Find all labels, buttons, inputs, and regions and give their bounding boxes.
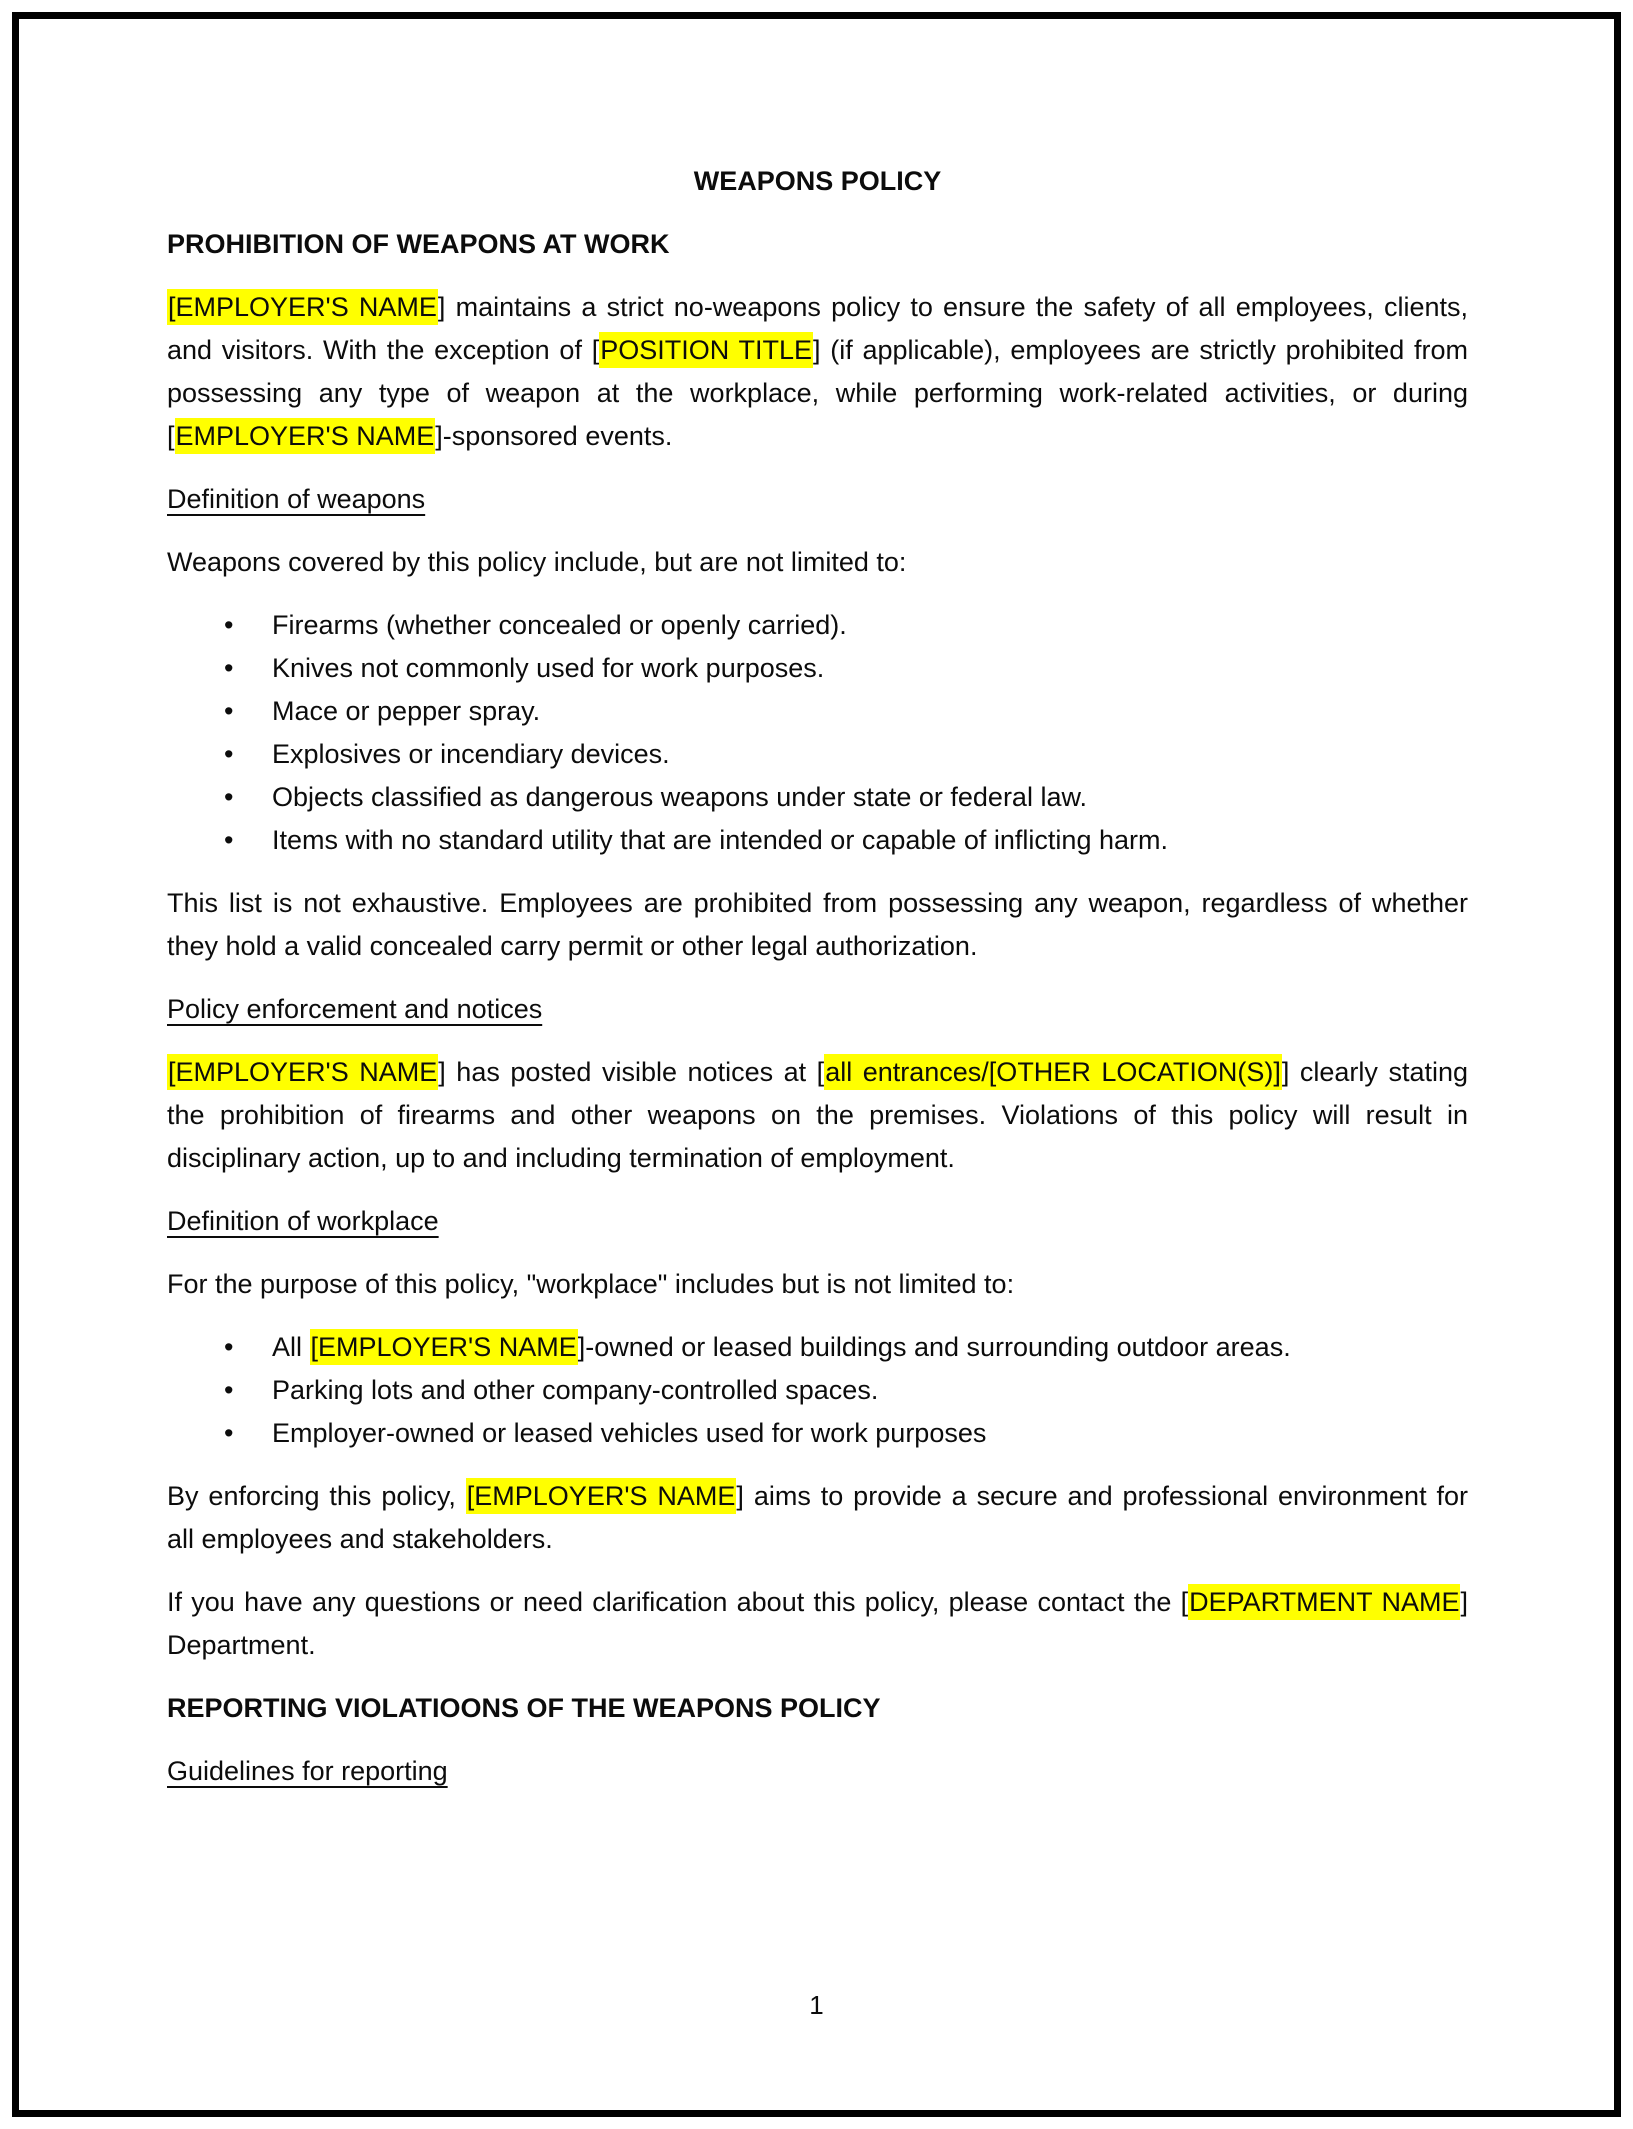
list-item: • Explosives or incendiary devices. — [272, 733, 1468, 776]
paragraph-weapons-covered: Weapons covered by this policy include, but are not limited to: — [167, 547, 907, 577]
list-item: • Objects classified as dangerous weapons under state or federal law. — [272, 776, 1468, 819]
list-item: • Employer-owned or leased vehicles used for work purposes — [272, 1412, 1468, 1455]
text-run: By enforcing this policy, — [167, 1481, 466, 1511]
placeholder-position-title: POSITION TITLE — [599, 332, 813, 368]
list-item: • Items with no standard utility that are intended or capable of inflicting harm. — [272, 819, 1468, 862]
placeholder-department-name: DEPARTMENT NAME — [1188, 1584, 1460, 1620]
document-content — [167, 160, 1468, 1813]
workplace-list — [167, 1326, 1468, 1455]
text-run: ] clearly stating the prohibition of firearms and other weapons on the premises. Violations of this policy will result in disciplinary action, up to and including termination of employment. — [167, 1057, 1469, 1173]
list-item: • Parking lots and other company-controlled spaces. — [272, 1369, 1468, 1412]
placeholder-employers-name: [EMPLOYER'S NAME — [167, 1054, 438, 1090]
section-heading-prohibition: PROHIBITION OF WEAPONS AT WORK — [167, 229, 670, 259]
subheading-definition-of-weapons: Definition of weapons — [167, 484, 426, 514]
paragraph-enforcement — [167, 1051, 1468, 1180]
list-item: • Mace or pepper spray. — [272, 690, 1468, 733]
placeholder-employers-name: [EMPLOYER'S NAME — [167, 289, 438, 325]
text-run: ]-owned or leased buildings and surrounding outdoor areas. — [577, 1332, 1291, 1362]
list-item — [272, 1326, 1468, 1369]
placeholder-employers-name: [EMPLOYER'S NAME — [310, 1329, 578, 1365]
paragraph-not-exhaustive: This list is not exhaustive. Employees are prohibited from possessing any weapon, regardless of whether they hold a valid concealed carry permit or other legal authorization. — [167, 888, 1468, 961]
document-title: WEAPONS POLICY — [693, 166, 942, 196]
text-run: ] (if applicable), employees are strictly prohibited from possessing any type of weapon at the workplace, while performing work-related activities, or during [ — [167, 335, 1469, 451]
text-run: All — [272, 1332, 310, 1362]
list-item: • Firearms (whether concealed or openly carried). — [272, 604, 1468, 647]
text-run: ]-sponsored events. — [435, 421, 673, 451]
placeholder-locations: all entrances/[OTHER LOCATION(S)] — [824, 1054, 1282, 1090]
subheading-definition-of-workplace: Definition of workplace — [167, 1206, 439, 1236]
text-run: If you have any questions or need clarification about this policy, please contact the [ — [167, 1587, 1189, 1617]
list-item: • Knives not commonly used for work purposes. — [272, 647, 1468, 690]
paragraph-questions — [167, 1581, 1468, 1667]
subheading-policy-enforcement: Policy enforcement and notices — [167, 994, 543, 1024]
paragraph-enforcing — [167, 1475, 1468, 1561]
placeholder-employers-name: [EMPLOYER'S NAME — [466, 1478, 737, 1514]
subheading-guidelines-for-reporting: Guidelines for reporting — [167, 1756, 448, 1786]
text-run: ] aims to provide a secure and professional environment for all employees and stakeholders. — [167, 1481, 1468, 1554]
placeholder-employers-name: EMPLOYER'S NAME — [175, 418, 436, 454]
text-run: ] maintains a strict no-weapons policy to ensure the safety of all employees, clients, and visitors. With the exception of [ — [167, 292, 1468, 365]
section-heading-reporting: REPORTING VIOLATIOONS OF THE WEAPONS POLICY — [167, 1693, 881, 1723]
paragraph-workplace-purpose: For the purpose of this policy, "workplace" includes but is not limited to: — [167, 1269, 1015, 1299]
text-run: ] Department. — [167, 1587, 1468, 1660]
paragraph-intro — [167, 286, 1468, 458]
text-run: ] has posted visible notices at [ — [438, 1057, 825, 1087]
page-number: 1 — [809, 1990, 824, 2020]
weapons-list — [167, 604, 1468, 862]
